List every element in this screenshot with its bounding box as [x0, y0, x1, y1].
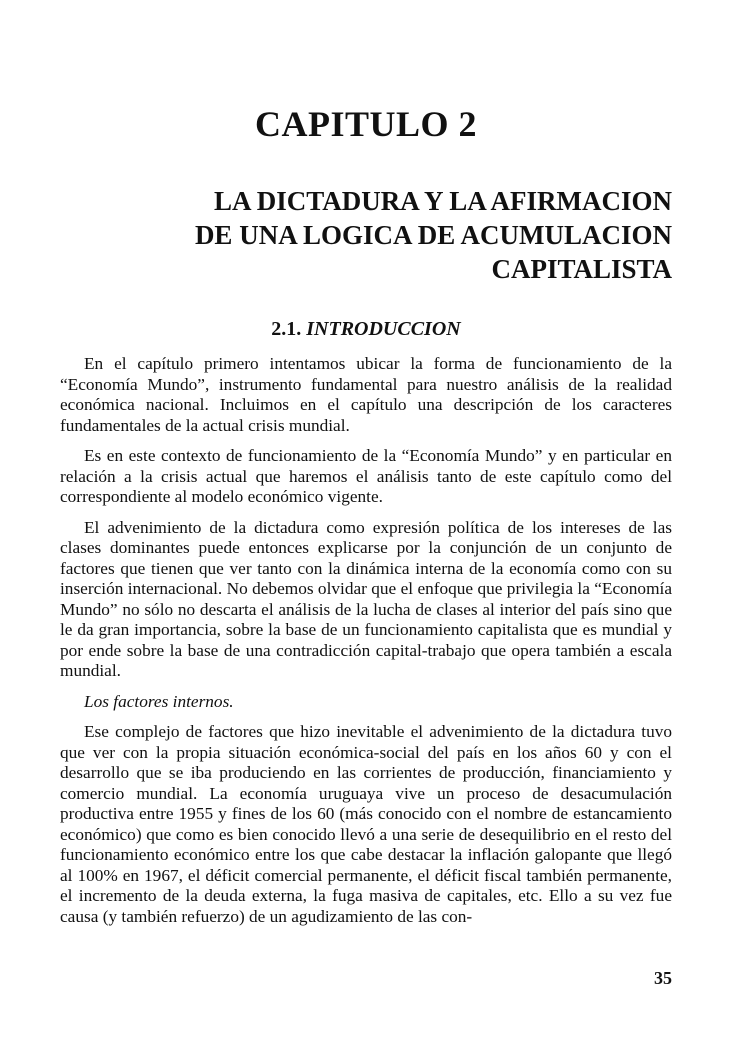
chapter-subtitle-line: CAPITALISTA [491, 254, 672, 284]
chapter-title: CAPITULO 2 [254, 104, 478, 144]
page-number: 35 [654, 968, 672, 988]
paragraph: El advenimiento de la dictadura como expresión política de los intereses de las clases dominantes puede entonces explicarse por la conjunción de un conjunto de factores que tienen que ver tanto con la dinámica interna de la economía como con su inserción internacional. No debemos olvidar que el enfoque que privilegia la “Economía Mundo” no sólo no descarta el análisis de la lucha de clases al interior del país sino que le da gran importancia, sobre la base de un funcionamiento capitalista que es mundial y por ende sobre la base de una contradicción capital-trabajo que opera también a escala mundial. [60, 517, 672, 680]
chapter-subtitle-line: DE UNA LOGICA DE ACUMULACION [194, 220, 672, 250]
section-heading [60, 318, 672, 341]
section-number: 2.1. [271, 318, 302, 340]
body-text [60, 354, 672, 937]
chapter-subtitle [60, 184, 672, 286]
paragraph: Es en este contexto de funcionamiento de la “Economía Mundo” y en particular en relación a la crisis actual que haremos el análisis tanto de este capítulo como del correspondiente al modelo económico vigente. [60, 446, 672, 506]
book-page [60, 0, 672, 1056]
paragraph: En el capítulo primero intentamos ubicar la forma de funcionamiento de la “Economía Mundo”, instrumento fundamental para nuestro análisis de la realidad económica nacional. Incluimos en el capítulo una descripción de los caracteres fundamentales de la actual crisis mundial. [60, 354, 672, 435]
subsection-heading: Los factores internos. [84, 691, 234, 711]
paragraph: Ese complejo de factores que hizo inevitable el advenimiento de la dictadura tuvo que ver con la propia situación económica-social del país en los años 60 y con el desarrollo que se iba produciendo en las corrientes de producción, financiamiento y comercio mundial. La economía uruguaya vive un proceso de desacumulación productiva entre 1955 y fines de los 60 (más conocido con el nombre de estancamiento económico) que como es bien conocido llevó a una serie de desequilibrio en el resto del funcionamiento económico entre los que cabe destacar la inflación galopante que llegó al 100% en 1967, el déficit comercial permanente, el déficit fiscal también permanente, el incremento de la deuda externa, la fuga masiva de capitales, etc. Ello a su vez fue causa (y también refuerzo) de un agudizamiento de las con- [60, 722, 672, 926]
chapter-subtitle-line: LA DICTADURA Y LA AFIRMACION [213, 186, 672, 216]
section-title: INTRODUCCION [306, 318, 461, 340]
